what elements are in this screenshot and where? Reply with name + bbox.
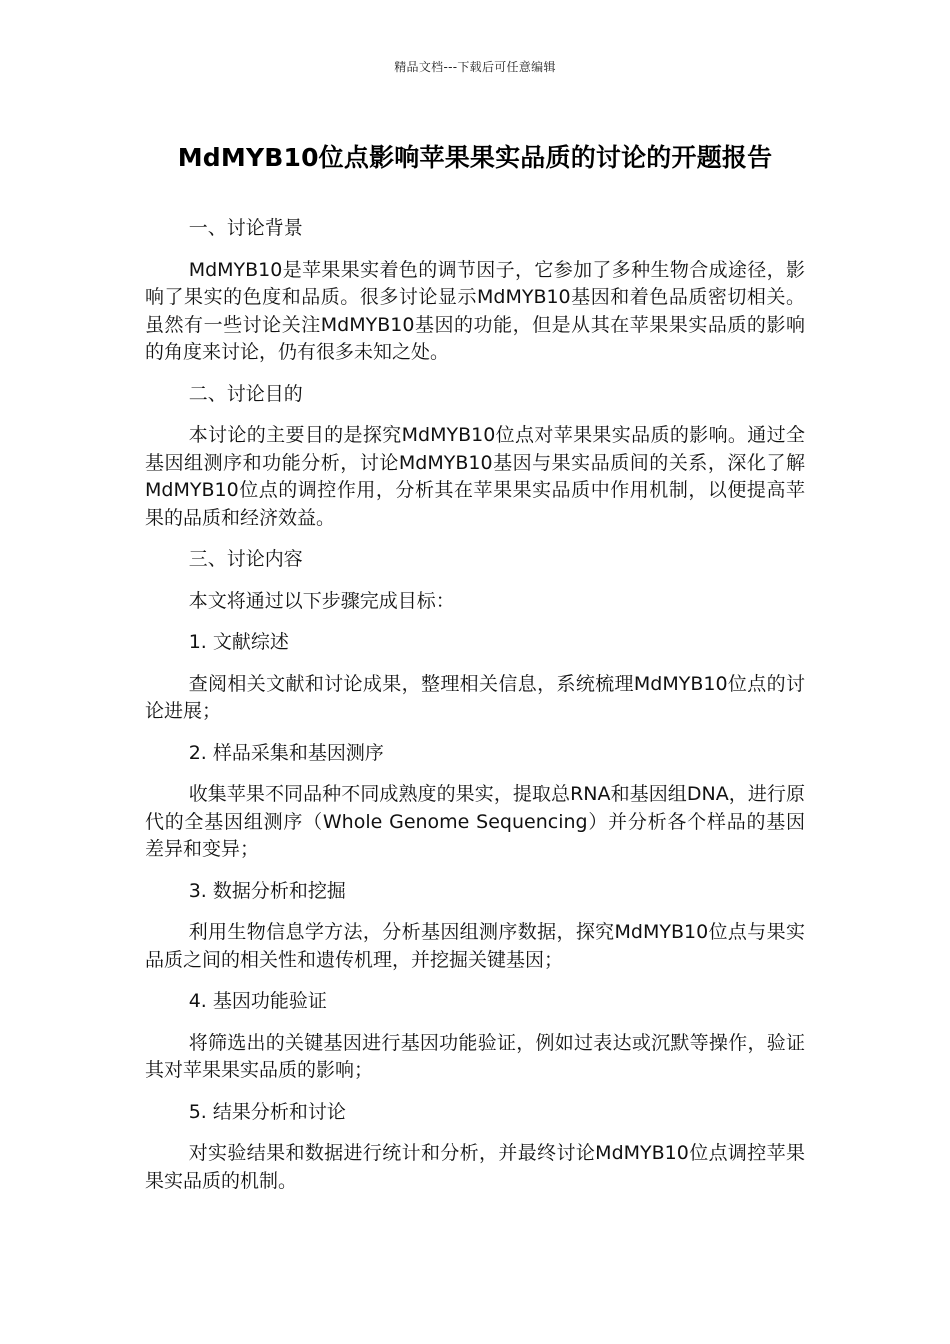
paragraph-background: MdMYB10是苹果果实着色的调节因子，它参加了多种生物合成途径，影响了果实的色度和品质。很多讨论显示MdMYB10基因和着色品质密切相关。虽然有一些讨论关注MdMYB10基因的功能，但是从其在苹果果实品质的影响的角度来讨论，仍有很多未知之处。	[145, 258, 805, 363]
step-heading-2: 2. 样品采集和基因测序	[188, 741, 384, 764]
step-heading-1: 1. 文献综述	[188, 631, 289, 653]
header-note: 精品文档---下载后可任意编辑	[394, 60, 556, 74]
step-heading-4: 4. 基因功能验证	[188, 990, 327, 1012]
step-text-1: 查阅相关文献和讨论成果，整理相关信息，系统梳理MdMYB10位点的讨论进展；	[145, 672, 805, 722]
step-text-3: 利用生物信息学方法，分析基因组测序数据，探究MdMYB10位点与果实品质之间的相关性和遗传机理，并挖掘关键基因；	[145, 921, 805, 971]
step-text-2: 收集苹果不同品种不同成熟度的果实，提取总RNA和基因组DNA，进行原代的全基因组测序（Whole Genome Sequencing）并分析各个样品的基因差异和变异；	[145, 783, 805, 860]
step-text-5: 对实验结果和数据进行统计和分析，并最终讨论MdMYB10位点调控苹果果实品质的机制。	[145, 1142, 805, 1192]
step-text-4: 将筛选出的关键基因进行基因功能验证，例如过表达或沉默等操作，验证其对苹果果实品质的影响；	[145, 1031, 805, 1081]
section-heading-content: 三、讨论内容	[188, 548, 303, 570]
paragraph-purpose: 本讨论的主要目的是探究MdMYB10位点对苹果果实品质的影响。通过全基因组测序和功能分析，讨论MdMYB10基因与果实品质间的关系，深化了解MdMYB10位点的调控作用，分析其在苹果果实品质中作用机制，以便提高苹果的品质和经济效益。	[145, 424, 805, 529]
section-heading-purpose: 二、讨论目的	[188, 382, 303, 405]
paragraph-content-intro: 本文将通过以下步骤完成目标：	[188, 589, 455, 612]
document-title: MdMYB10位点影响苹果果实品质的讨论的开题报告	[177, 143, 773, 172]
section-heading-background: 一、讨论背景	[188, 217, 303, 239]
step-heading-5: 5. 结果分析和讨论	[188, 1100, 346, 1123]
step-heading-3: 3. 数据分析和挖掘	[188, 879, 346, 902]
document-body	[145, 215, 805, 1209]
